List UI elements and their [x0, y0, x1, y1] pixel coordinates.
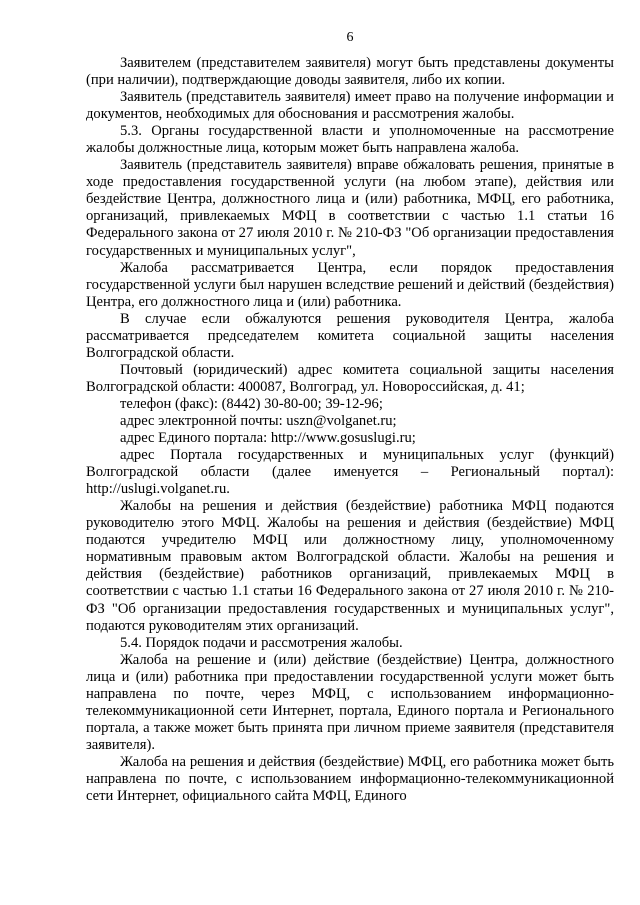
paragraph-complaint-submission: Жалоба на решение и (или) действие (бездействие) Центра, должностного лица и (или) работника при предоставлении государственной услуги может быть направлена по почте, через МФЦ, с использованием информационно-телекоммуникационной сети Интернет, портала, Единого портала и Регионального портала, а также может быть принята при личном приеме заявителя (представителя заявителя).	[86, 651, 614, 753]
paragraph-right-to-info: Заявитель (представитель заявителя) имеет право на получение информации и документов, необходимых для обоснования и рассмотрения жалобы.	[86, 89, 614, 123]
paragraph-regional-portal: адрес Портала государственных и муниципальных услуг (функций) Волгоградской области (далее именуется – Региональный портал): http://uslugi.volganet.ru.	[86, 447, 614, 498]
paragraph-center-review: Жалоба рассматривается Центра, если порядок предоставления государственной услуги был нарушен вследствие решений и действий (бездействия) Центра, его должностного лица и (или) работника.	[86, 259, 614, 310]
section-5-3-heading: 5.3. Органы государственной власти и уполномоченные на рассмотрение жалобы должностные лица, которым может быть направлена жалоба.	[86, 123, 614, 157]
section-5-4-heading: 5.4. Порядок подачи и рассмотрения жалобы.	[120, 634, 403, 651]
paragraph-mfc-complaints: Жалобы на решения и действия (бездействие) работника МФЦ подаются руководителю этого МФЦ. Жалобы на решения и действия (бездействие) МФЦ подаются учредителю МФЦ или должностному лицу, уполномоченному нормативным правовым актом Волгоградской области. Жалобы на решения и действия (бездействие) работников организаций, привлекаемых МФЦ в соответствии с частью 1.1 статьи 16 Федерального закона от 27 июля 2010 г. № 210-ФЗ "Об организации предоставления государственных и муниципальных услуг", подаются руководителям этих организаций.	[86, 498, 614, 634]
paragraph-email: адрес электронной почты: uszn@volganet.ru;	[120, 412, 397, 429]
paragraph-unified-portal: адрес Единого портала: http://www.gosuslugi.ru;	[120, 430, 416, 447]
paragraph-documents: Заявителем (представителем заявителя) могут быть представлены документы (при наличии), подтверждающие доводы заявителя, либо их копии.	[86, 55, 614, 89]
paragraph-phone: телефон (факс): (8442) 30-80-00; 39-12-96;	[120, 395, 383, 412]
document-body	[86, 55, 614, 805]
paragraph-postal-address: Почтовый (юридический) адрес комитета социальной защиты населения Волгоградской области: 400087, Волгоград, ул. Новороссийская, д. 41;	[86, 361, 614, 395]
paragraph-head-decision: В случае если обжалуются решения руководителя Центра, жалоба рассматривается председателем комитета социальной защиты населения Волгоградской области.	[86, 310, 614, 361]
page-number: 6	[346, 30, 354, 45]
paragraph-appeal-rights: Заявитель (представитель заявителя) вправе обжаловать решения, принятые в ходе предоставления государственной услуги (на любом этапе), действия или бездействие Центра, должностного лица и (или) работника, МФЦ, его работника, организаций, привлекаемых МФЦ в соответствии с частью 1.1 статьи 16 Федерального закона от 27 июля 2010 г. № 210-ФЗ "Об организации предоставления государственных и муниципальных услуг",	[86, 157, 614, 259]
paragraph-mfc-complaint-submission: Жалоба на решения и действия (бездействие) МФЦ, его работника может быть направлена по почте, с использованием информационно-телекоммуникационной сети Интернет, официального сайта МФЦ, Единого	[86, 753, 614, 805]
